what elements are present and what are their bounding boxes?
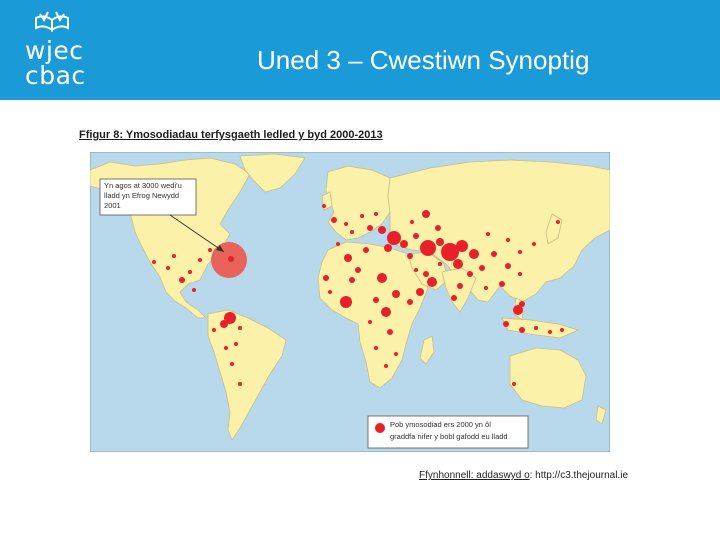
legend-line-1: Pob ymosodiad ers 2000 yn ôl xyxy=(390,420,491,429)
callout-line-2: lladd yn Efrog Newydd xyxy=(104,191,180,200)
callout-line-3: 2001 xyxy=(104,201,121,210)
source-label: Ffynhonnell: addaswyd o xyxy=(419,470,530,481)
wjec-logo xyxy=(14,10,94,90)
logo-text-cbac: cbac xyxy=(25,61,86,90)
logo-text-wjec: wjec xyxy=(25,36,84,65)
source-url: : http://c3.thejournal.ie xyxy=(529,470,629,481)
callout-line-1: Yn agos at 3000 wedi'u xyxy=(104,181,182,190)
legend-marker xyxy=(375,423,385,433)
figure-caption: Ffigur 8: Ymosodiadau terfysgaeth ledled y byd 2000-2013 xyxy=(79,129,383,141)
world-map-svg xyxy=(90,152,610,452)
map-legend xyxy=(368,416,528,448)
world-map xyxy=(90,152,610,452)
legend-line-2: graddfa nifer y bobl gafodd eu lladd xyxy=(390,432,508,441)
slide-title: Uned 3 – Cwestiwn Synoptig xyxy=(257,45,590,75)
source-note xyxy=(419,470,628,481)
slide-header xyxy=(0,0,720,100)
